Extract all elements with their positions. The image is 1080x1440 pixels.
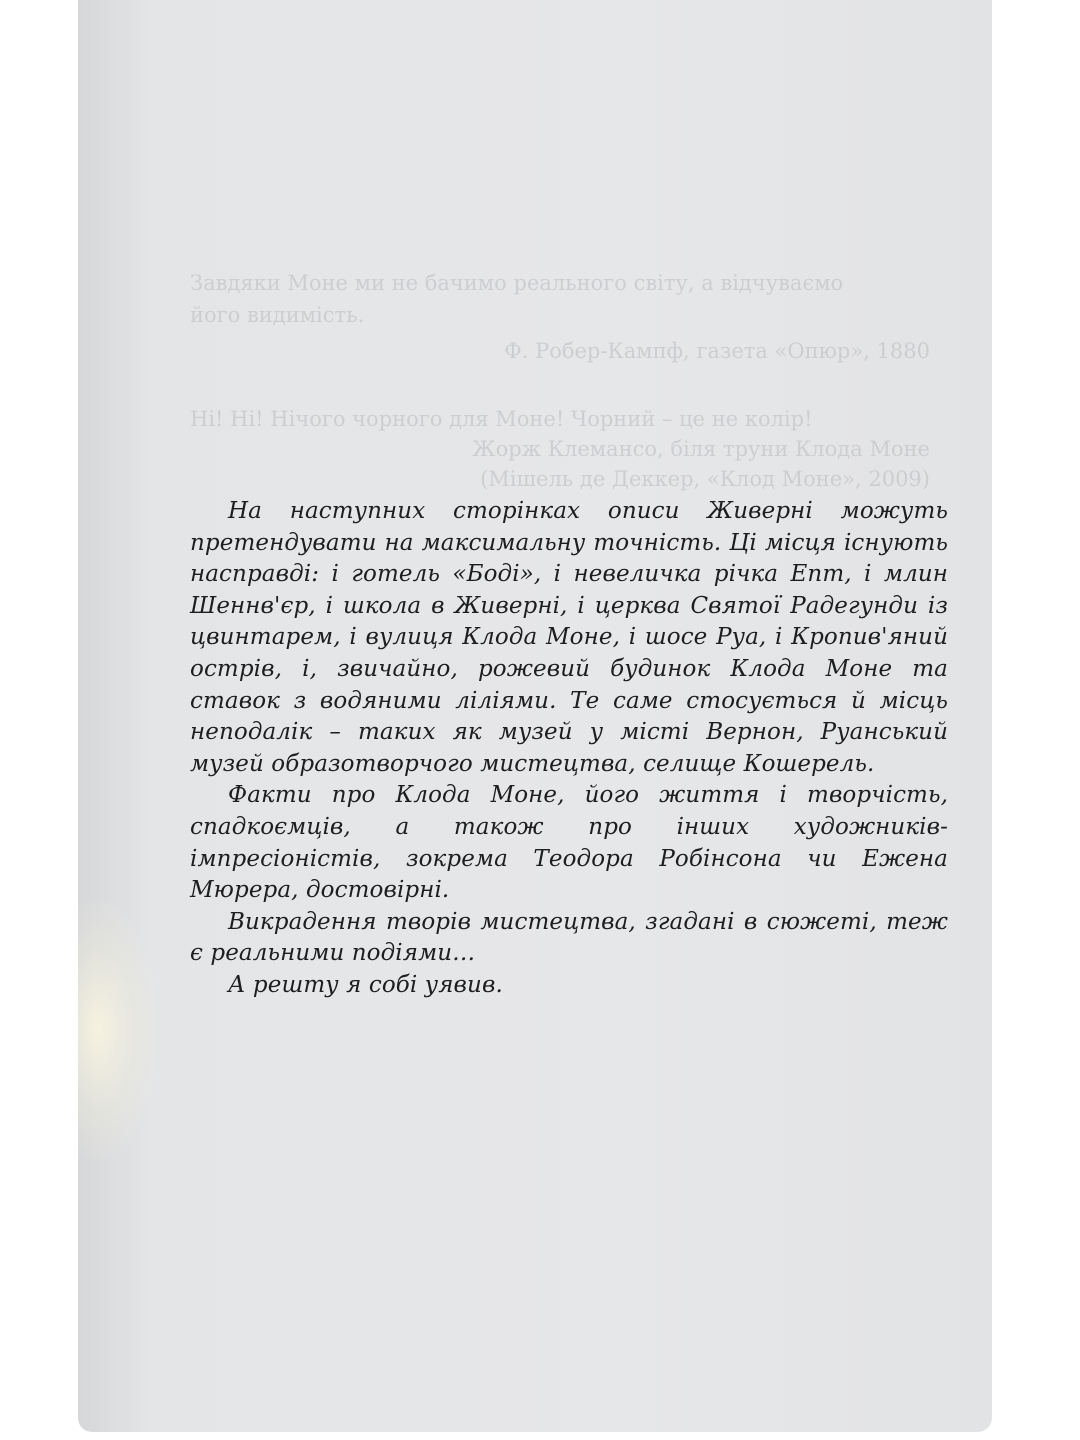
bleed-through-line: (Мішель де Деккер, «Клод Моне», 2009) <box>480 467 930 491</box>
bleed-through-line: Ф. Робер-Кампф, газета «Опюр», 1880 <box>504 339 930 363</box>
bleed-through-line: Жорж Клемансо, біля труни Клода Моне <box>472 437 930 461</box>
bleed-through-line: Завдяки Моне ми не бачимо реального світу, а відчуваємо <box>190 271 844 295</box>
paragraph: Викрадення творів мистецтва, згадані в сюжеті, теж є реальними подіями… <box>190 908 948 967</box>
body-text <box>190 496 948 1002</box>
bleed-through-line: Ні! Ні! Нічого чорного для Моне! Чорний – це не колір! <box>190 407 813 431</box>
bleed-through-line: його видимість. <box>190 303 365 327</box>
book-page <box>78 0 992 1432</box>
light-glare <box>78 900 158 1160</box>
paragraph: На наступних сторінках описи Живерні можуть претендувати на максимальну точність. Ці місця існують насправді: і готель «Боді», і невеличка річка Епт, і млин Шеннв'єр, і школа в Живерні, і церква Святої Радегунди із цвинтарем, і вулиця Клода Моне, і шосе Руа, і Кропив'яний острів, і, звичайно, рожевий будинок Клода Моне та ставок з водяними ліліями. Те саме стосується й місць неподалік – таких як музей у місті Вернон, Руанський музей образотворчого мистецтва, селище Кошерель. <box>190 498 948 777</box>
paragraph: Факти про Клода Моне, його життя і творчість, спадкоємців, а також про інших художників-імпресіоністів, зокрема Теодора Робінсона чи Ежена Мюрера, достовірні. <box>190 782 948 904</box>
paragraph: А решту я собі уявив. <box>228 971 503 998</box>
